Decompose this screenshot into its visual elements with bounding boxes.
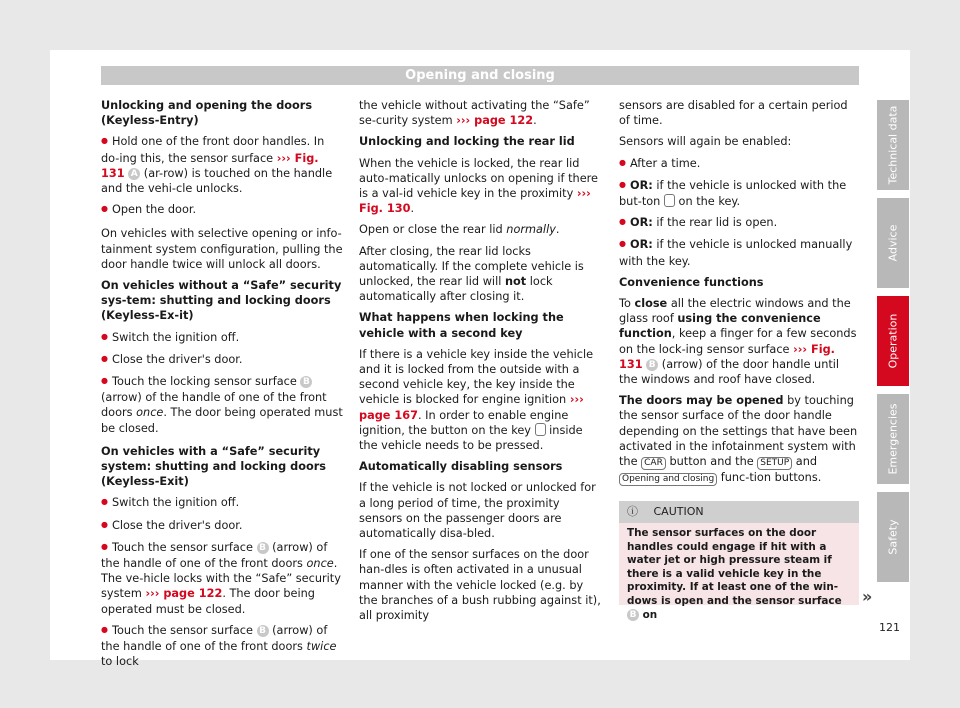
paragraph: When the vehicle is locked, the rear lid auto-matically unlocks on opening if there is a val-id vehicle key in the proximity ››› Fig. 130. xyxy=(359,156,598,216)
paragraph: To close all the electric windows and the glass roof using the convenience function, keep a finger for a few seconds on the lock-ing sensor surface ››› Fig. 131 B (arrow) of the door handle until the windows and roof have closed. xyxy=(619,297,857,387)
paragraph: If one of the sensor surfaces on the door han-dles is often activated in a unusual manner with the vehicle locked (e.g. by the branches of a bush rubbing against it), all proximity xyxy=(359,548,601,623)
page-number: 121 xyxy=(879,621,900,634)
opening-closing-key: Opening and closing xyxy=(619,473,717,486)
column-3 xyxy=(619,98,859,492)
caution-icon: ⓘ xyxy=(627,505,638,518)
figure-link[interactable]: ››› Fig. 130 xyxy=(359,187,591,216)
list-item: ● Switch the ignition off. xyxy=(101,330,345,346)
setup-button-key: SETUP xyxy=(757,457,792,470)
heading-safe-system: On vehicles with a “Safe” security system: shutting and locking doors (Keyless-Exit) xyxy=(101,444,327,489)
tab-technical-data[interactable]: Technical data xyxy=(877,100,909,190)
paragraph: Open or close the rear lid normally. xyxy=(359,223,560,237)
page-link[interactable]: ››› page 167 xyxy=(359,393,584,422)
page-header: Opening and closing xyxy=(101,66,859,85)
list-item: ● OR: if the vehicle is unlocked with the but-ton on the key. xyxy=(619,178,859,209)
column-2 xyxy=(359,98,603,629)
paragraph: The doors may be opened by touching the sensor surface of the door handle depending on the settings that have been activated in the infotainment system with the CAR button and the SETUP and Opening and closing func-tion buttons. xyxy=(619,394,858,485)
key-unlock-icon xyxy=(664,194,675,207)
column-1 xyxy=(101,98,345,676)
tab-advice[interactable]: Advice xyxy=(877,198,909,288)
caution-title: CAUTION xyxy=(653,505,704,518)
tab-operation[interactable]: Operation xyxy=(877,296,909,386)
paragraph: If the vehicle is not locked or unlocked for a long period of time, the proximity sensors on the passenger doors are automatically disa-bled. xyxy=(359,481,596,541)
paragraph: Sensors will again be enabled: xyxy=(619,135,792,149)
list-item: ● Close the driver's door. xyxy=(101,352,345,368)
paragraph: After closing, the rear lid locks automatically. If the complete vehicle is unlocked, the rear lid will not lock automatically after closing it. xyxy=(359,244,584,304)
list-item: ● Touch the sensor surface B (arrow) of the handle of one of the front doors twice to lock xyxy=(101,623,345,670)
list-item: ● After a time. xyxy=(619,156,859,172)
list-item: ● Open the door. xyxy=(101,202,345,218)
list-item: ● OR: if the rear lid is open. xyxy=(619,215,859,231)
list-item: ● Hold one of the front door handles. In do-ing this, the sensor surface ››› Fig. 131 A (ar-row) is touched on the handle and the vehi-cle unlocks. xyxy=(101,134,345,196)
list-item: ● Touch the locking sensor surface B (arrow) of the handle of one of the front doors once. The door being operated must be closed. xyxy=(101,374,345,436)
callout-badge: B xyxy=(300,376,312,388)
callout-badge: B xyxy=(257,625,269,637)
paragraph: sensors are disabled for a certain period of time. xyxy=(619,99,848,128)
figure-link[interactable]: ››› Fig. 131 xyxy=(619,342,835,371)
list-item: ● Close the driver's door. xyxy=(101,518,345,534)
key-unlock-icon xyxy=(535,423,546,436)
callout-badge: B xyxy=(257,542,269,554)
callout-badge: B xyxy=(646,359,658,371)
list-item: ● Touch the sensor surface B (arrow) of the handle of one of the front doors once. The ve-hicle locks with the “Safe” security system ››› page 122. The door being operated must be closed. xyxy=(101,540,345,617)
list-item: ● OR: if the vehicle is unlocked manually with the key. xyxy=(619,237,859,268)
figure-link[interactable]: ››› Fig. 131 xyxy=(101,151,319,180)
paragraph: If there is a vehicle key inside the vehicle and it is locked from the outside with a second vehicle key, the key inside the vehicle is blocked for engine ignition ››› page 167. In order to enable engine ignition, the button on the key inside the vehicle needs to be pressed. xyxy=(359,347,594,453)
callout-badge: B xyxy=(627,609,639,621)
paragraph: On vehicles with selective opening or info-tainment system configuration, pulling the door handle twice will unlock all doors. xyxy=(101,227,343,271)
callout-badge: A xyxy=(128,168,140,180)
heading-disabling-sensors: Automatically disabling sensors xyxy=(359,460,563,474)
heading-keyless-exit: On vehicles without a “Safe” security sys-tem: shutting and locking doors (Keyless-Ex-it) xyxy=(101,279,342,323)
tab-emergencies[interactable]: Emergencies xyxy=(877,394,909,484)
heading-keyless-entry: Unlocking and opening the doors (Keyless-Entry) xyxy=(101,99,313,128)
tab-safety[interactable]: Safety xyxy=(877,492,909,582)
list-item: ● Switch the ignition off. xyxy=(101,495,345,511)
continue-arrow-icon: » xyxy=(862,587,873,606)
paragraph: the vehicle without activating the “Safe” se-curity system ››› page 122. xyxy=(359,99,590,128)
caution-box xyxy=(619,501,859,621)
heading-rear-lid: Unlocking and locking the rear lid xyxy=(359,135,575,149)
caution-header xyxy=(619,501,859,523)
page-link[interactable]: ››› page 122 xyxy=(145,587,223,601)
heading-second-key: What happens when locking the vehicle with a second key xyxy=(359,311,564,340)
page-link[interactable]: ››› page 122 xyxy=(456,114,534,128)
heading-convenience: Convenience functions xyxy=(619,275,764,289)
car-button-key: CAR xyxy=(641,457,666,470)
caution-text: The sensor surfaces on the door handles could engage if hit with a water jet or high pressure steam if there is a valid vehicle key in the proximity. If at least one of the win-dows is open and the sensor surface B on xyxy=(627,527,842,621)
